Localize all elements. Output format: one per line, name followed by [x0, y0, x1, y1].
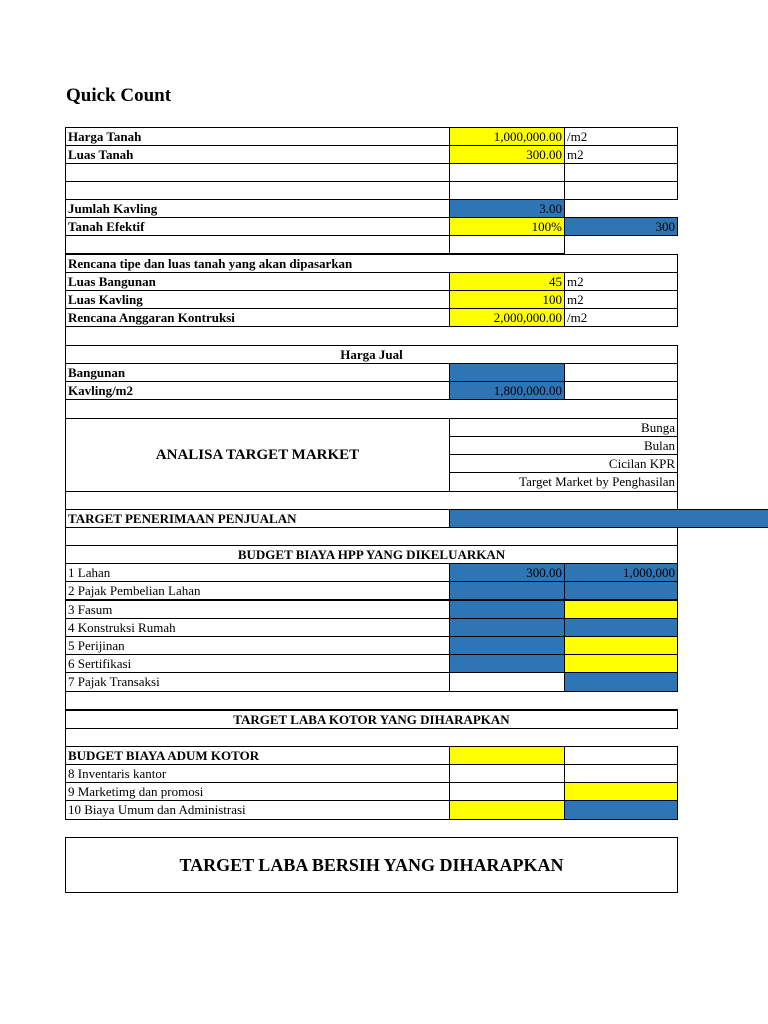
empty-cell[interactable]	[65, 235, 450, 254]
hpp-row-value[interactable]	[449, 600, 565, 619]
adum-row-value2[interactable]	[564, 764, 678, 783]
empty-cell[interactable]	[449, 235, 565, 254]
label-jumlah-kavling[interactable]: Jumlah Kavling	[65, 199, 450, 218]
hpp-row-value2[interactable]	[564, 581, 678, 600]
hpp-row-value2[interactable]	[564, 636, 678, 655]
empty-cell[interactable]	[65, 163, 450, 182]
spacer-cell	[65, 399, 678, 419]
unit-luas-tanah[interactable]: m2	[564, 145, 678, 164]
spacer-cell	[65, 691, 678, 710]
value-harga-tanah[interactable]: 1,000,000.00	[449, 127, 565, 146]
label-tanah-efektif[interactable]: Tanah Efektif	[65, 217, 450, 236]
adum-row-value[interactable]	[449, 764, 565, 783]
adum-header-value[interactable]	[449, 746, 565, 765]
target-penerimaan-value[interactable]	[449, 509, 768, 528]
hpp-row-value[interactable]	[449, 581, 565, 600]
label-harga-tanah[interactable]: Harga Tanah	[65, 127, 450, 146]
hpp-row-value[interactable]	[449, 654, 565, 673]
analisa-item[interactable]: Target Market by Penghasilan	[449, 472, 678, 492]
adum-row-label[interactable]: 10 Biaya Umum dan Administrasi	[65, 800, 450, 820]
hpp-row-label[interactable]: 1 Lahan	[65, 563, 450, 582]
hpp-row-label[interactable]: 7 Pajak Transaksi	[65, 672, 450, 692]
value-luas-bangunan[interactable]: 45	[449, 272, 565, 291]
spacer-cell	[65, 728, 678, 747]
unit-rencana-anggaran[interactable]: /m2	[564, 308, 678, 327]
hpp-row-value2[interactable]	[564, 600, 678, 619]
hpp-row-label[interactable]: 2 Pajak Pembelian Lahan	[65, 581, 450, 600]
label-luas-bangunan[interactable]: Luas Bangunan	[65, 272, 450, 291]
empty-cell[interactable]	[564, 163, 678, 182]
empty-cell[interactable]	[564, 181, 678, 200]
adum-row-label[interactable]: 9 Marketimg dan promosi	[65, 782, 450, 801]
value-jumlah-kavling[interactable]: 3.00	[449, 199, 565, 218]
spacer-cell	[65, 527, 678, 546]
label-luas-tanah[interactable]: Luas Tanah	[65, 145, 450, 164]
hpp-row-value[interactable]	[449, 672, 565, 692]
value2-tanah-efektif[interactable]: 300	[564, 217, 678, 236]
target-penerimaan-label[interactable]: TARGET PENERIMAAN PENJUALAN	[65, 509, 450, 528]
value-kavling-m2[interactable]: 1,800,000.00	[449, 381, 565, 400]
empty-cell[interactable]	[65, 181, 450, 200]
adum-row-value2[interactable]	[564, 782, 678, 801]
spacer-cell	[65, 491, 678, 510]
target-laba-bersih[interactable]: TARGET LABA BERSIH YANG DIHARAPKAN	[65, 837, 678, 893]
adum-row-value[interactable]	[449, 782, 565, 801]
budget-adum-header[interactable]: BUDGET BIAYA ADUM KOTOR	[65, 746, 450, 765]
analisa-target-market[interactable]: ANALISA TARGET MARKET	[65, 418, 450, 492]
value-luas-kavling[interactable]: 100	[449, 290, 565, 309]
hpp-row-value[interactable]: 300.00	[449, 563, 565, 582]
adum-row-value2[interactable]	[564, 800, 678, 820]
hpp-row-value2[interactable]	[564, 672, 678, 692]
value-bangunan[interactable]	[449, 363, 565, 382]
spacer-cell	[65, 326, 678, 346]
adum-row-label[interactable]: 8 Inventaris kantor	[65, 764, 450, 783]
adum-row-value[interactable]	[449, 800, 565, 820]
page-title: Quick Count	[66, 85, 172, 106]
label-luas-kavling[interactable]: Luas Kavling	[65, 290, 450, 309]
analisa-item[interactable]: Bunga	[449, 418, 678, 437]
budget-hpp-header[interactable]: BUDGET BIAYA HPP YANG DIKELUARKAN	[65, 545, 678, 564]
label-kavling-m2[interactable]: Kavling/m2	[65, 381, 450, 400]
hpp-row-value2[interactable]	[564, 654, 678, 673]
hpp-row-value2[interactable]	[564, 618, 678, 637]
hpp-row-label[interactable]: 5 Perijinan	[65, 636, 450, 655]
value-luas-tanah[interactable]: 300.00	[449, 145, 565, 164]
value-tanah-efektif[interactable]: 100%	[449, 217, 565, 236]
hpp-row-value2[interactable]: 1,000,000	[564, 563, 678, 582]
label-bangunan[interactable]: Bangunan	[65, 363, 450, 382]
analisa-item[interactable]: Cicilan KPR	[449, 454, 678, 473]
harga-jual-header[interactable]: Harga Jual	[65, 345, 678, 364]
target-laba-kotor[interactable]: TARGET LABA KOTOR YANG DIHARAPKAN	[65, 710, 678, 729]
rencana-header[interactable]: Rencana tipe dan luas tanah yang akan dipasarkan	[65, 254, 678, 273]
analisa-item[interactable]: Bulan	[449, 436, 678, 455]
empty-cell[interactable]	[564, 381, 678, 400]
label-rencana-anggaran[interactable]: Rencana Anggaran Kontruksi	[65, 308, 450, 327]
unit-luas-bangunan[interactable]: m2	[564, 272, 678, 291]
empty-cell[interactable]	[564, 746, 678, 765]
value-rencana-anggaran[interactable]: 2,000,000.00	[449, 308, 565, 327]
hpp-row-label[interactable]: 4 Konstruksi Rumah	[65, 618, 450, 637]
hpp-row-value[interactable]	[449, 618, 565, 637]
hpp-row-label[interactable]: 3 Fasum	[65, 600, 450, 619]
unit-harga-tanah[interactable]: /m2	[564, 127, 678, 146]
empty-cell[interactable]	[564, 363, 678, 382]
hpp-row-value[interactable]	[449, 636, 565, 655]
hpp-row-label[interactable]: 6 Sertifikasi	[65, 654, 450, 673]
empty-cell[interactable]	[449, 181, 565, 200]
empty-cell[interactable]	[449, 163, 565, 182]
unit-luas-kavling[interactable]: m2	[564, 290, 678, 309]
